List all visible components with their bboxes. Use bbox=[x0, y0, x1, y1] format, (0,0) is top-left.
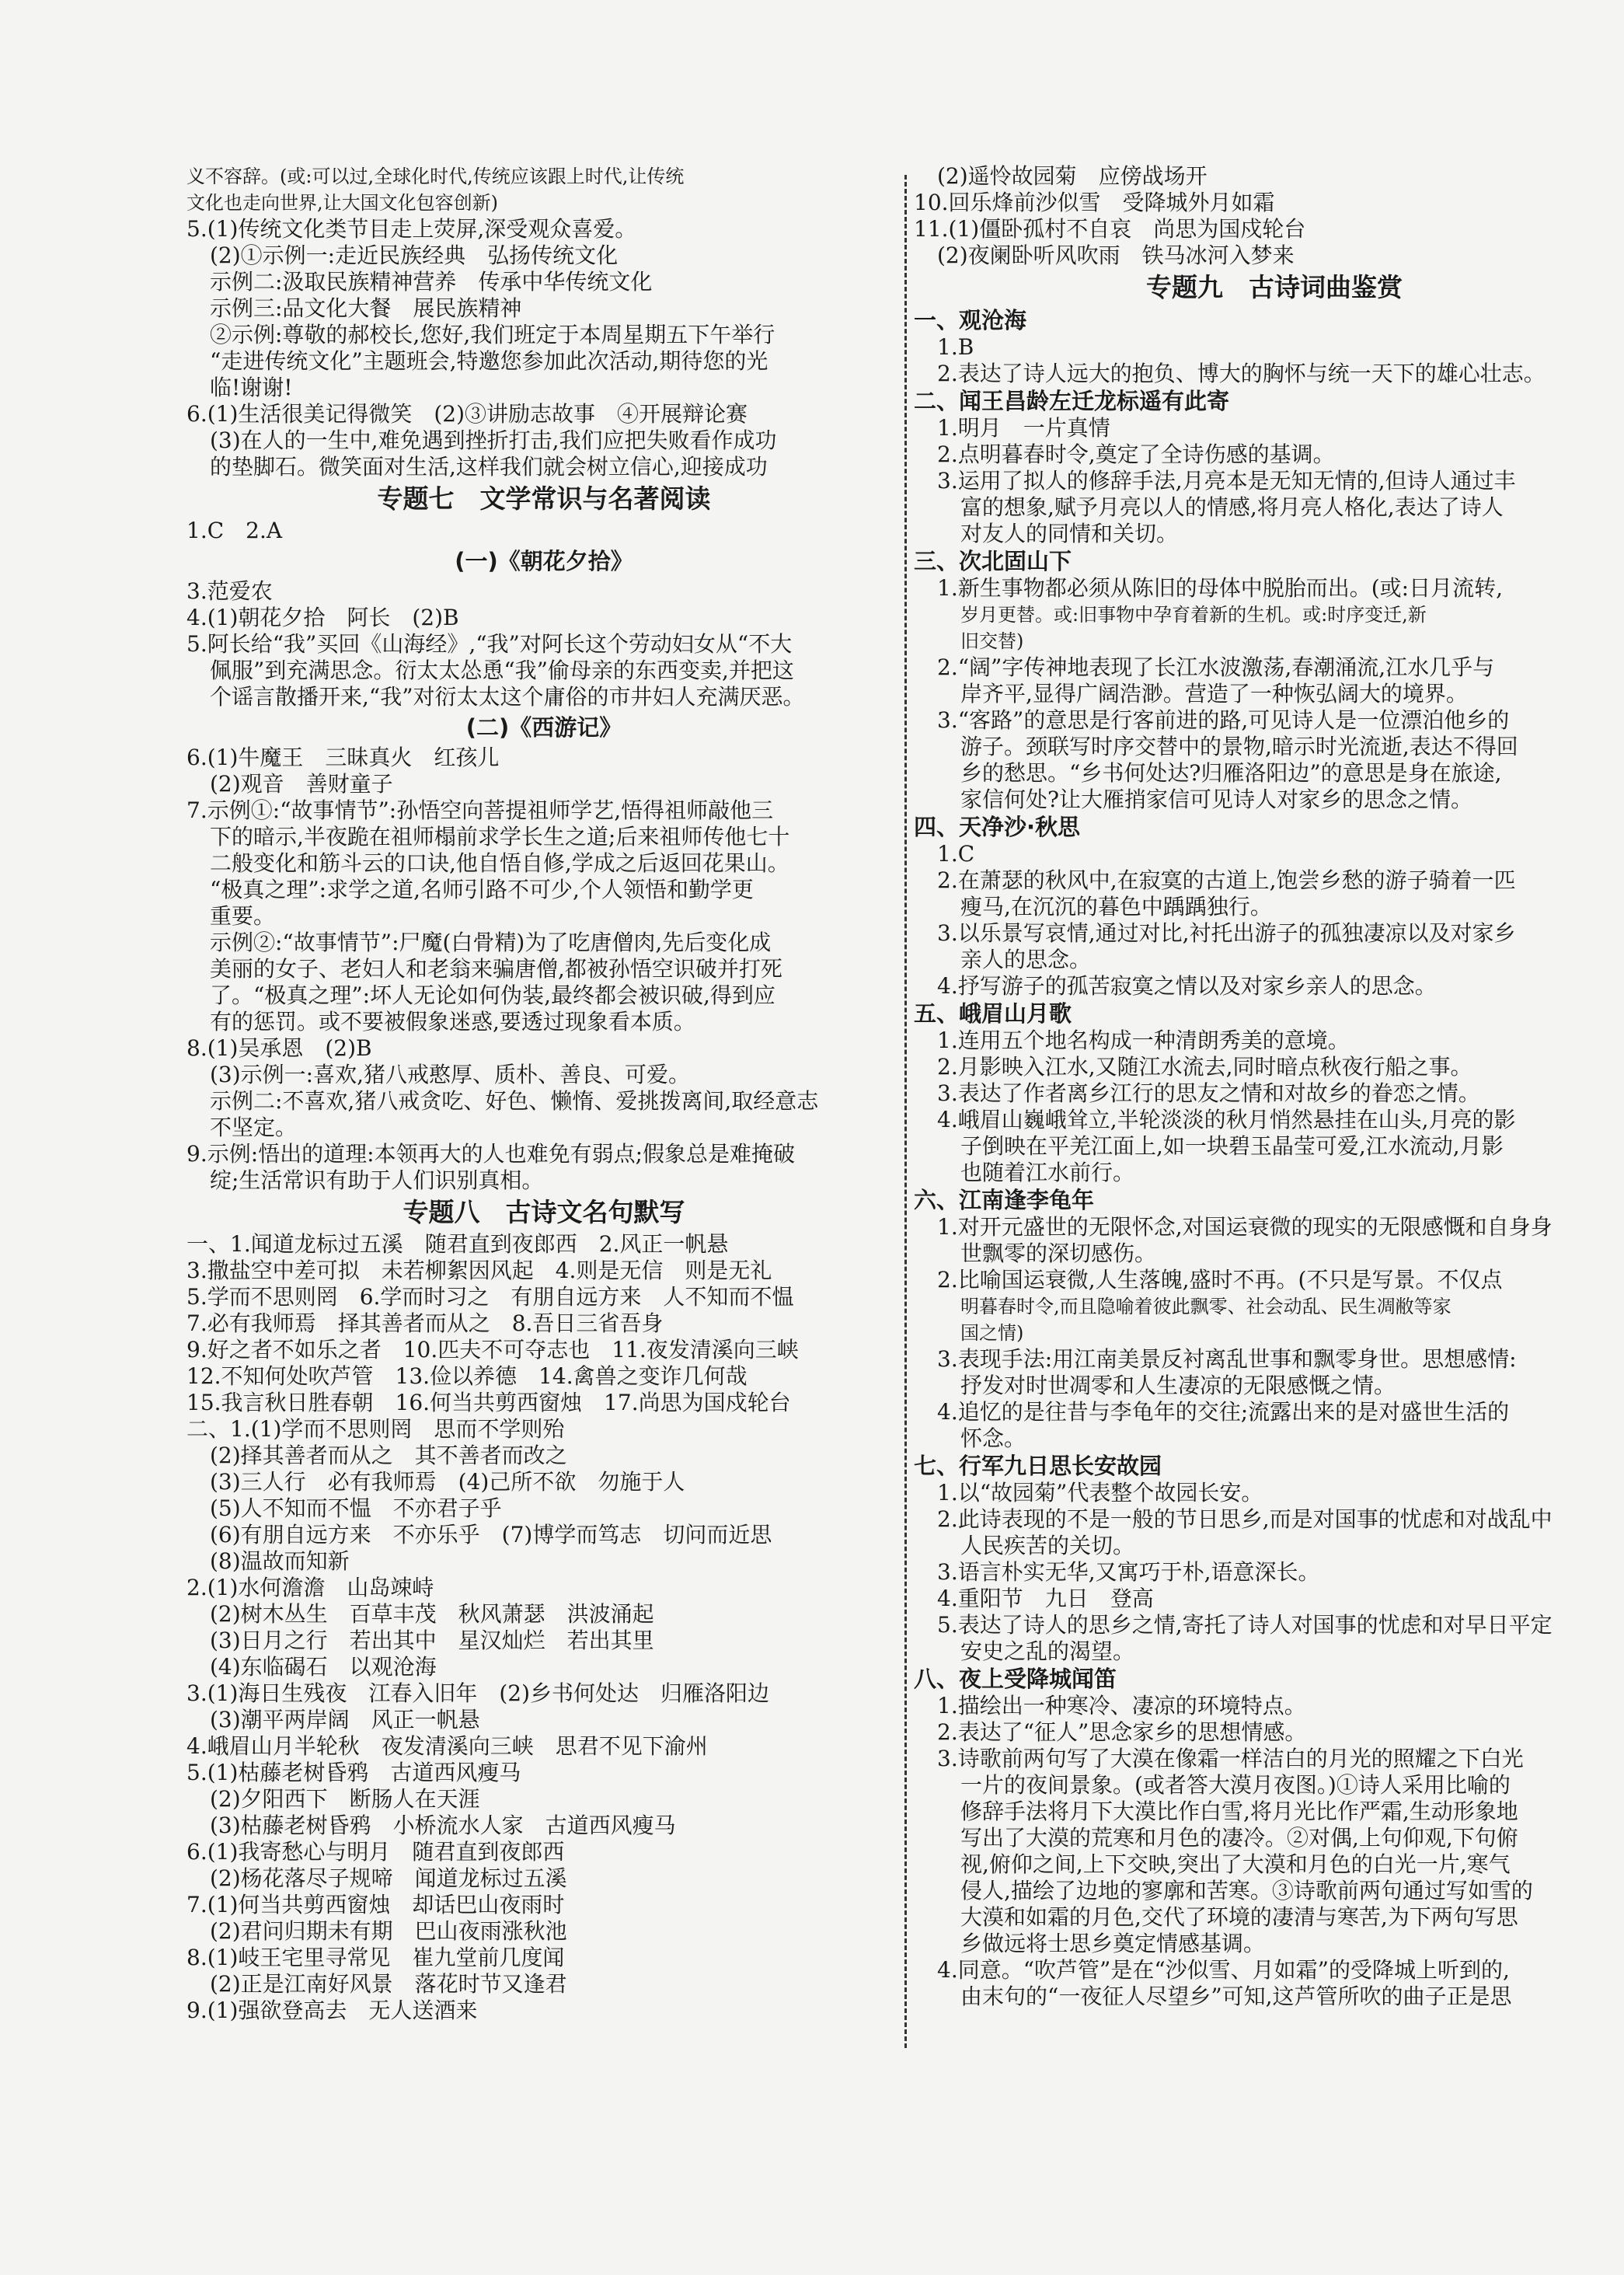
poem-section-heading: 七、行军九日思长安故园 bbox=[914, 1453, 1162, 1479]
right-column bbox=[914, 163, 1624, 2010]
answer-line: 个谣言散播开来,“我”对衍太太这个庸俗的市井妇人充满厌恶。 bbox=[210, 684, 805, 710]
answer-line: 有的惩罚。或不要被假象迷惑,要透过现象看本质。 bbox=[210, 1009, 695, 1035]
answer-line: 绽;生活常识有助于人们识别真相。 bbox=[210, 1167, 544, 1193]
answer-line: 4.同意。“吹芦管”是在“沙似雪、月如霜”的受降城上听到的, bbox=[937, 1957, 1510, 1983]
answer-line: 4.(1)朝花夕拾 阿长 (2)B bbox=[186, 605, 459, 630]
answer-line: (2)正是江南好风景 落花时节又逢君 bbox=[210, 1971, 567, 1997]
answer-line: “走进传统文化”主题班会,特邀您参加此次活动,期待您的光 bbox=[210, 348, 768, 374]
answer-line: 也随着江水前行。 bbox=[960, 1160, 1135, 1185]
answer-line: 10.回乐烽前沙似雪 受降城外月如霜 bbox=[914, 190, 1275, 215]
answer-line: 岁月更替。或:旧事物中孕育着新的生机。或:时序变迁,新 bbox=[960, 604, 1427, 626]
poem-section-answers bbox=[914, 1028, 1624, 1186]
answer-line: 一、1.闻道龙标过五溪 随君直到夜郎西 2.风正一帆悬 bbox=[186, 1231, 729, 1257]
answer-line: 2.“阔”字传神地表现了长江水波激荡,春潮涌流,江水几乎与 bbox=[937, 654, 1495, 680]
answer-line: 旧交替) bbox=[960, 630, 1024, 652]
topic7-answers-c bbox=[186, 745, 901, 1194]
answer-line: 义不容辞。(或:可以过,全球化时代,传统应该跟上时代,让传统 bbox=[186, 166, 685, 187]
answer-line: 视,俯仰之间,上下交映,突出了大漠和月色的白光一片,寒气 bbox=[960, 1851, 1511, 1877]
topic6-answers bbox=[186, 163, 901, 480]
answer-line: 大漠和如霜的月色,交代了环境的凄清与寒苦,为下两句写思 bbox=[960, 1904, 1518, 1930]
answer-line: 亲人的思念。 bbox=[960, 947, 1092, 972]
answer-line: (8)温故而知新 bbox=[210, 1548, 350, 1574]
poem-section-heading: 五、峨眉山月歌 bbox=[914, 1000, 1072, 1027]
answer-line: 7.(1)何当共剪西窗烛 却话巴山夜雨时 bbox=[186, 1892, 565, 1917]
answer-line: 示例二:不喜欢,猪八戒贪吃、好色、懒惰、爱挑拨离间,取经意志 bbox=[210, 1088, 819, 1114]
answer-line: (2)观音 善财童子 bbox=[210, 771, 393, 797]
answer-line: (3)潮平两岸阔 风正一帆悬 bbox=[210, 1707, 480, 1732]
poem-section-heading: 八、夜上受降城闻笛 bbox=[914, 1666, 1117, 1692]
poem-section-heading: 六、江南逢李龟年 bbox=[914, 1187, 1095, 1213]
answer-line: 4.峨眉山巍峨耸立,半轮淡淡的秋月悄然悬挂在山头,月亮的影 bbox=[937, 1107, 1516, 1132]
answer-line: 8.(1)岐王宅里寻常见 崔九堂前几度闻 bbox=[186, 1945, 565, 1970]
answer-line: 示例②:“故事情节”:尸魔(白骨精)为了吃唐僧肉,先后变化成 bbox=[210, 930, 772, 955]
answer-line: “极真之理”:求学之道,名师引路不可少,个人领悟和勤学更 bbox=[210, 877, 754, 902]
answer-line: 4.抒写游子的孤苦寂寞之情以及对家乡亲人的思念。 bbox=[937, 973, 1437, 999]
poem-section-heading: 二、闻王昌龄左迁龙标遥有此寄 bbox=[914, 388, 1230, 414]
answer-line: 富的想象,赋予月亮以人的情感,将月亮人格化,表达了诗人 bbox=[960, 494, 1504, 520]
answer-line: 2.点明暮春时令,奠定了全诗伤感的基调。 bbox=[937, 441, 1335, 467]
answer-line: 游子。颈联写时序交替中的景物,暗示时光流逝,表达不得回 bbox=[960, 734, 1518, 759]
answer-line: 修辞手法将月下大漠比作白雪,将月光比作严霜,生动形象地 bbox=[960, 1799, 1518, 1824]
answer-line: ②示例:尊敬的郝校长,您好,我们班定于本周星期五下午举行 bbox=[210, 322, 775, 347]
answer-line: 2.表达了诗人远大的抱负、博大的胸怀与统一天下的雄心壮志。 bbox=[937, 361, 1546, 386]
answer-line: (3)日月之行 若出其中 星汉灿烂 若出其里 bbox=[210, 1628, 654, 1653]
poem-section-answers bbox=[914, 1480, 1624, 1665]
answer-line: (2)树木丛生 百草丰茂 秋风萧瑟 洪波涌起 bbox=[210, 1601, 654, 1627]
answer-line: 由末句的“一夜征人尽望乡”可知,这芦管所吹的曲子正是思 bbox=[960, 1984, 1512, 2009]
answer-line: 3.撒盐空中差可拟 未若柳絮因风起 4.则是无信 则是无礼 bbox=[186, 1258, 772, 1283]
answer-line: 世飘零的深切感伤。 bbox=[960, 1240, 1157, 1266]
answer-line: 2.(1)水何澹澹 山岛竦峙 bbox=[186, 1575, 434, 1600]
answer-line: (3)示例一:喜欢,猪八戒憨厚、质朴、善良、可爱。 bbox=[210, 1062, 690, 1087]
answer-line: 示例二:汲取民族精神营养 传承中华传统文化 bbox=[210, 269, 653, 295]
answer-line: (2)遥怜故园菊 应傍战场开 bbox=[937, 163, 1208, 189]
answer-line: 乡做远将士思乡奠定情感基调。 bbox=[960, 1931, 1266, 1956]
answer-line: 对友人的同情和关切。 bbox=[960, 521, 1179, 546]
answer-line: 1.新生事物都必须从陈旧的母体中脱胎而出。(或:日月流转, bbox=[937, 575, 1503, 601]
topic9-answers bbox=[914, 306, 1624, 2010]
answer-line: 瘦马,在沉沉的暮色中踽踽独行。 bbox=[960, 894, 1272, 919]
answer-line: 1.B bbox=[937, 334, 974, 360]
answer-line: 岸齐平,显得广阔浩渺。营造了一种恢弘阔大的境界。 bbox=[960, 681, 1468, 707]
answer-line: 2.表达了“征人”思念家乡的思想情感。 bbox=[937, 1719, 1307, 1745]
answer-line: (2)①示例一:走近民族经典 弘扬传统文化 bbox=[210, 243, 619, 268]
answer-line: 的垫脚石。微笑面对生活,这样我们就会树立信心,迎接成功 bbox=[210, 454, 768, 480]
answer-line: 5.表达了诗人的思乡之情,寄托了诗人对国事的忧虑和对早日平定 bbox=[937, 1612, 1553, 1638]
answer-line: 2.在萧瑟的秋风中,在寂寞的古道上,饱尝乡愁的游子骑着一匹 bbox=[937, 867, 1516, 893]
answer-line: 写出了大漠的荒寒和月色的凄冷。②对偶,上句仰观,下句俯 bbox=[960, 1825, 1518, 1851]
answer-line: (2)夕阳西下 断肠人在天涯 bbox=[210, 1786, 480, 1812]
answer-line: 1.C 2.A bbox=[186, 518, 283, 543]
answer-line: 临!谢谢! bbox=[210, 375, 293, 400]
answer-line: 重要。 bbox=[210, 903, 276, 929]
answer-line: 1.明月 一片真情 bbox=[937, 415, 1110, 441]
answer-line: 1.连用五个地名构成一种清朗秀美的意境。 bbox=[937, 1028, 1350, 1053]
answer-line: 6.(1)牛魔王 三昧真火 红孩儿 bbox=[186, 745, 500, 770]
poem-section-heading: 四、天净沙·秋思 bbox=[914, 814, 1081, 840]
answer-line: 下的暗示,半夜跪在祖师榻前求学长生之道;后来祖师传他七十 bbox=[210, 824, 790, 850]
topic7-title: 专题七 文学常识与名著阅读 bbox=[377, 483, 711, 514]
answer-line: 3.(1)海日生残夜 江春入旧年 (2)乡书何处达 归雁洛阳边 bbox=[186, 1680, 770, 1706]
answer-line: (5)人不知而不愠 不亦君子乎 bbox=[210, 1495, 502, 1521]
answer-line: (3)在人的一生中,难免遇到挫折打击,我们应把失败看作成功 bbox=[210, 427, 777, 453]
answer-line: (2)杨花落尽子规啼 闻道龙标过五溪 bbox=[210, 1865, 567, 1891]
answer-line: 二、1.(1)学而不思则罔 思而不学则殆 bbox=[186, 1416, 565, 1442]
answer-line: (2)择其善者而从之 其不善者而改之 bbox=[210, 1443, 567, 1468]
answer-line: 乡的愁思。“乡书何处达?归雁洛阳边”的意思是身在旅途, bbox=[960, 760, 1502, 786]
answer-line: 子倒映在平羌江面上,如一块碧玉晶莹可爱,江水流动,月影 bbox=[960, 1133, 1504, 1159]
answer-line: (2)夜阑卧听风吹雨 铁马冰河入梦来 bbox=[937, 243, 1295, 268]
answer-line: 1.C bbox=[937, 841, 975, 867]
answer-line: 3.运用了拟人的修辞手法,月亮本是无知无情的,但诗人通过丰 bbox=[937, 468, 1516, 494]
answer-line: 15.我言秋日胜春朝 16.何当共剪西窗烛 17.尚思为国戍轮台 bbox=[186, 1390, 791, 1415]
left-column bbox=[186, 163, 901, 2024]
answer-line: 9.(1)强欲登高去 无人送酒来 bbox=[186, 1998, 478, 2023]
answer-line: 文化也走向世界,让大国文化包容创新) bbox=[186, 192, 498, 214]
answer-line: 5.阿长给“我”买回《山海经》,“我”对阿长这个劳动妇女从“不大 bbox=[186, 631, 793, 657]
answer-line: 人民疾苦的关切。 bbox=[960, 1533, 1135, 1558]
answer-line: 4.峨眉山月半轮秋 夜发清溪向三峡 思君不见下渝州 bbox=[186, 1733, 708, 1759]
answer-line: 4.追忆的是往昔与李龟年的交往;流露出来的是对盛世生活的 bbox=[937, 1399, 1510, 1425]
poem-section-heading: 一、观沧海 bbox=[914, 307, 1027, 333]
answer-line: 1.描绘出一种寒冷、凄凉的环境特点。 bbox=[937, 1693, 1306, 1718]
answer-line: (6)有朋自远方来 不亦乐乎 (7)博学而笃志 切问而近思 bbox=[210, 1522, 772, 1547]
answer-line: 3.范爱农 bbox=[186, 578, 273, 604]
answer-line: 12.不知何处吹芦管 13.俭以养德 14.禽兽之变诈几何哉 bbox=[186, 1363, 748, 1389]
answer-line: (3)三人行 必有我师焉 (4)己所不欲 勿施于人 bbox=[210, 1469, 685, 1495]
answer-line: 7.必有我师焉 择其善者而从之 8.吾日三省吾身 bbox=[186, 1310, 664, 1336]
poem-section-answers bbox=[914, 1214, 1624, 1452]
answer-line: 怀念。 bbox=[960, 1425, 1026, 1451]
answer-line: 国之情) bbox=[960, 1322, 1024, 1344]
answer-line: 5.(1)传统文化类节目走上荧屏,深受观众喜爱。 bbox=[186, 216, 637, 242]
poem-section-answers bbox=[914, 415, 1624, 547]
answer-line: 8.(1)吴承恩 (2)B bbox=[186, 1035, 372, 1061]
answer-line: 明暮春时令,而且隐喻着彼此飘零、社会动乱、民生凋敝等家 bbox=[960, 1296, 1451, 1317]
answer-line: 3.语言朴实无华,又寓巧于朴,语意深长。 bbox=[937, 1559, 1320, 1585]
answer-line: 3.诗歌前两句写了大漠在像霜一样洁白的月光的照耀之下白光 bbox=[937, 1746, 1524, 1771]
topic8-answers-continued bbox=[914, 163, 1624, 269]
answer-line: 3.表现手法:用江南美景反衬离乱世事和飘零身世。思想感情: bbox=[937, 1346, 1517, 1372]
answer-line: 11.(1)僵卧孤村不自哀 尚思为国戍轮台 bbox=[914, 216, 1306, 242]
answer-line: (4)东临碣石 以观沧海 bbox=[210, 1654, 437, 1680]
answer-line: 2.月影映入江水,又随江水流去,同时暗点秋夜行船之事。 bbox=[937, 1054, 1472, 1080]
answer-line: (3)枯藤老树昏鸦 小桥流水人家 古道西风瘦马 bbox=[210, 1813, 676, 1838]
poem-section-answers bbox=[914, 841, 1624, 1000]
answer-line: 3.以乐景写哀情,通过对比,衬托出游子的孤独凄凉以及对家乡 bbox=[937, 920, 1516, 946]
answer-line: (2)君问归期未有期 巴山夜雨涨秋池 bbox=[210, 1918, 567, 1944]
topic8-answers bbox=[186, 1231, 901, 2024]
column-divider bbox=[904, 175, 907, 2048]
poem-section-heading: 三、次北固山下 bbox=[914, 548, 1072, 574]
answer-line: 5.(1)枯藤老树昏鸦 古道西风瘦马 bbox=[186, 1760, 521, 1785]
answer-line: 1.以“故园菊”代表整个故园长安。 bbox=[937, 1480, 1263, 1506]
answer-line: 抒发对时世凋零和人生凄凉的无限感慨之情。 bbox=[960, 1373, 1396, 1398]
answer-line: 二般变化和筋斗云的口诀,他自悟自修,学成之后返回花果山。 bbox=[210, 850, 789, 876]
topic9-title: 专题九 古诗词曲鉴赏 bbox=[1146, 272, 1403, 302]
answer-line: 9.好之者不如乐之者 10.匹夫不可夺志也 11.夜发清溪向三峡 bbox=[186, 1337, 799, 1363]
answer-line: 1.对开元盛世的无限怀念,对国运衰微的现实的无限感慨和自身身 bbox=[937, 1214, 1553, 1240]
answer-line: 佩服”到充满思念。衍太太怂恿“我”偷母亲的东西变卖,并把这 bbox=[210, 658, 794, 683]
answer-line: 2.此诗表现的不是一般的节日思乡,而是对国事的忧虑和对战乱中 bbox=[937, 1506, 1553, 1532]
poem-section-answers bbox=[914, 575, 1624, 813]
topic7-subtitle-1: (一)《朝花夕拾》 bbox=[455, 548, 633, 574]
answer-line: 不坚定。 bbox=[210, 1115, 298, 1140]
answer-line: 安史之乱的渴望。 bbox=[960, 1638, 1135, 1664]
answer-line: 5.学而不思则罔 6.学而时习之 有朋自远方来 人不知而不愠 bbox=[186, 1284, 794, 1310]
answer-line: 7.示例①:“故事情节”:孙悟空向菩提祖师学艺,悟得祖师敲他三 bbox=[186, 797, 774, 823]
answer-line: 3.“客路”的意思是行客前进的路,可见诗人是一位漂泊他乡的 bbox=[937, 707, 1510, 733]
answer-line: 一片的夜间景象。(或者答大漠月夜图。)①诗人采用比喻的 bbox=[960, 1772, 1511, 1798]
topic7-answers-b bbox=[186, 578, 901, 710]
answer-line: 2.比喻国运衰微,人生落魄,盛时不再。(不只是写景。不仅点 bbox=[937, 1267, 1503, 1293]
answer-line: 美丽的女子、老妇人和老翁来骗唐僧,都被孙悟空识破并打死 bbox=[210, 956, 782, 982]
answer-line: 9.示例:悟出的道理:本领再大的人也难免有弱点;假象总是难掩破 bbox=[186, 1141, 796, 1167]
answer-line: 4.重阳节 九日 登高 bbox=[937, 1586, 1154, 1611]
answer-line: 示例三:品文化大餐 展民族精神 bbox=[210, 295, 522, 321]
poem-section-answers bbox=[914, 334, 1624, 387]
topic8-title: 专题八 古诗文名句默写 bbox=[403, 1197, 685, 1227]
answer-line: 家信何处?让大雁捎家信可见诗人对家乡的思念之情。 bbox=[960, 787, 1473, 812]
topic7-answers-a bbox=[186, 518, 901, 544]
topic7-subtitle-2: (二)《西游记》 bbox=[465, 714, 622, 741]
answer-line: 6.(1)生活很美记得微笑 (2)③讲励志故事 ④开展辩论赛 bbox=[186, 401, 748, 427]
answer-line: 了。“极真之理”:坏人无论如何伪装,最终都会被识破,得到应 bbox=[210, 982, 775, 1008]
answer-line: 3.表达了作者离乡江行的思友之情和对故乡的眷恋之情。 bbox=[937, 1080, 1480, 1106]
poem-section-answers bbox=[914, 1693, 1624, 2010]
answer-line: 侵人,描绘了边地的寥廓和苦寒。③诗歌前两句通过写如雪的 bbox=[960, 1878, 1533, 1903]
answer-line: 6.(1)我寄愁心与明月 随君直到夜郎西 bbox=[186, 1839, 565, 1865]
